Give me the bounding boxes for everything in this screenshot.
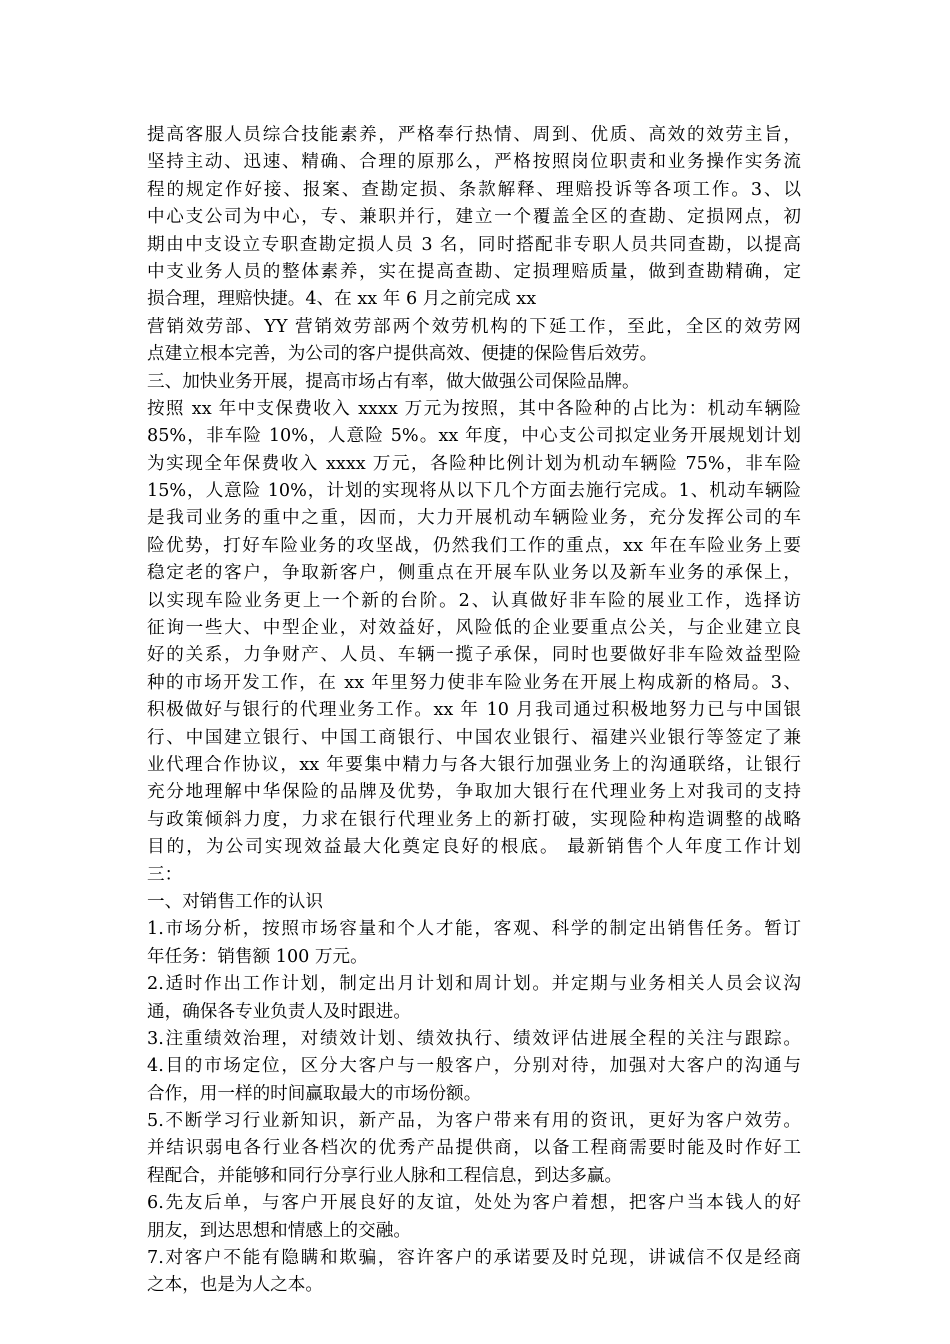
text-line: 15%，人意险 10%，计划的实现将从以下几个方面去施行完成。1、机动车辆险 xyxy=(147,481,801,502)
text-line: 是我司业务的重中之重，因而，大力开展机动车辆险业务，充分发挥公司的车 xyxy=(147,508,801,529)
text-line: 损合理，理赔快捷。4、在 xx 年 6 月之前完成 xx xyxy=(147,289,537,310)
text-line: 以实现车险业务更上一个新的台阶。2、认真做好非车险的展业工作，选择访 xyxy=(147,590,801,611)
text-line: 7.对客户不能有隐瞒和欺骗，容许客户的承诺要及时兑现，讲诚信不仅是经商 xyxy=(147,1248,801,1269)
text-line: 好的关系，力争财产、人员、车辆一揽子承保，同时也要做好非车险效益型险 xyxy=(147,645,801,666)
text-line: 2.适时作出工作计划，制定出月计划和周计划。并定期与业务相关人员会议沟 xyxy=(147,974,801,995)
text-line: 提高客服人员综合技能素养，严格奉行热情、周到、优质、高效的效劳主旨， xyxy=(147,125,801,145)
text-line: 年任务：销售额 100 万元。 xyxy=(147,946,368,967)
text-line: 程的规定作好接、报案、查勘定损、条款解释、理赔投诉等各项工作。3、以 xyxy=(147,179,801,200)
text-line: 4.目的市场定位，区分大客户与一般客户，分别对待，加强对大客户的沟通与 xyxy=(147,1056,801,1077)
text-line: 充分地理解中华保险的品牌及优势，争取加大银行在代理业务上对我司的支持 xyxy=(147,782,801,803)
text-line: 中心支公司为中心，专、兼职并行，建立一个覆盖全区的查勘、定损网点，初 xyxy=(147,207,801,228)
text-line: 积极做好与银行的代理业务工作。xx 年 10 月我司通过积极地努力已与中国银 xyxy=(147,700,801,721)
text-line: 目的，为公司实现效益最大化奠定良好的根底。 最新销售个人年度工作计划 xyxy=(147,837,801,858)
text-line: 行、中国建立银行、中国工商银行、中国农业银行、福建兴业银行等签定了兼 xyxy=(147,727,801,748)
document-body xyxy=(147,122,801,1300)
text-line: 稳定老的客户，争取新客户，侧重点在开展车队业务以及新车业务的承保上， xyxy=(147,563,801,584)
text-line: 点建立根本完善，为公司的客户提供高效、便捷的保险售后效劳。 xyxy=(147,344,658,365)
text-line: 朋友，到达思想和情感上的交融。 xyxy=(147,1220,411,1241)
text-line: 期由中支设立专职查勘定损人员 3 名，同时搭配非专职人员共同查勘，以提高 xyxy=(147,234,801,255)
text-line: 中支业务人员的整体素养，实在提高查勘、定损理赔质量，做到查勘精确，定 xyxy=(147,261,801,282)
text-line: 合作，用一样的时间赢取最大的市场份额。 xyxy=(147,1083,482,1104)
text-line: 按照 xx 年中支保费收入 xxxx 万元为按照，其中各险种的占比为：机动车辆险 xyxy=(147,398,801,419)
text-line: 坚持主动、迅速、精确、合理的原那么，严格按照岗位职责和业务操作实务流 xyxy=(147,152,801,173)
text-line: 3.注重绩效治理，对绩效计划、绩效执行、绩效评估进展全程的关注与跟踪。 xyxy=(147,1028,801,1049)
text-line: 业代理合作协议，xx 年要集中精力与各大银行加强业务上的沟通联络，让银行 xyxy=(147,754,801,775)
text-line: 并结识弱电各行业各档次的优秀产品提供商，以备工程商需要时能及时作好工 xyxy=(147,1138,801,1159)
text-line: 营销效劳部、YY 营销效劳部两个效劳机构的下延工作，至此，全区的效劳网 xyxy=(147,316,801,337)
text-line: 与政策倾斜力度，力求在银行代理业务上的新打破，实现险种构造调整的战略 xyxy=(147,809,801,830)
text-line: 征询一些大、中型企业，对效益好，风险低的企业要重点公关，与企业建立良 xyxy=(147,618,801,639)
text-line: 为实现全年保费收入 xxxx 万元，各险种比例计划为机动车辆险 75%，非车险 xyxy=(147,453,801,474)
text-line: 一、对销售工作的认识 xyxy=(147,891,323,912)
text-line: 通，确保各专业负责人及时跟进。 xyxy=(147,1001,411,1022)
text-line: 之本，也是为人之本。 xyxy=(147,1275,323,1296)
text-line: 6.先友后单，与客户开展良好的友谊，处处为客户着想，把客户当本钱人的好 xyxy=(147,1193,801,1214)
text-line: 5.不断学习行业新知识，新产品，为客户带来有用的资讯，更好为客户效劳。 xyxy=(147,1111,801,1132)
text-line: 种的市场开发工作，在 xx 年里努力使非车险业务在开展上构成新的格局。3、 xyxy=(147,672,801,693)
text-line: 三、加快业务开展，提高市场占有率，做大做强公司保险品牌。 xyxy=(147,371,640,392)
text-line: 1.市场分析，按照市场容量和个人才能，客观、科学的制定出销售任务。暂订 xyxy=(147,919,801,940)
text-line: 三： xyxy=(147,864,183,885)
text-line: 程配合，并能够和同行分享行业人脉和工程信息，到达多赢。 xyxy=(147,1165,623,1186)
text-line: 85%，非车险 10%，人意险 5%。xx 年度，中心支公司拟定业务开展规划计划 xyxy=(147,426,801,447)
text-line: 险优势，打好车险业务的攻坚战，仍然我们工作的重点，xx 年在车险业务上要 xyxy=(147,535,801,556)
